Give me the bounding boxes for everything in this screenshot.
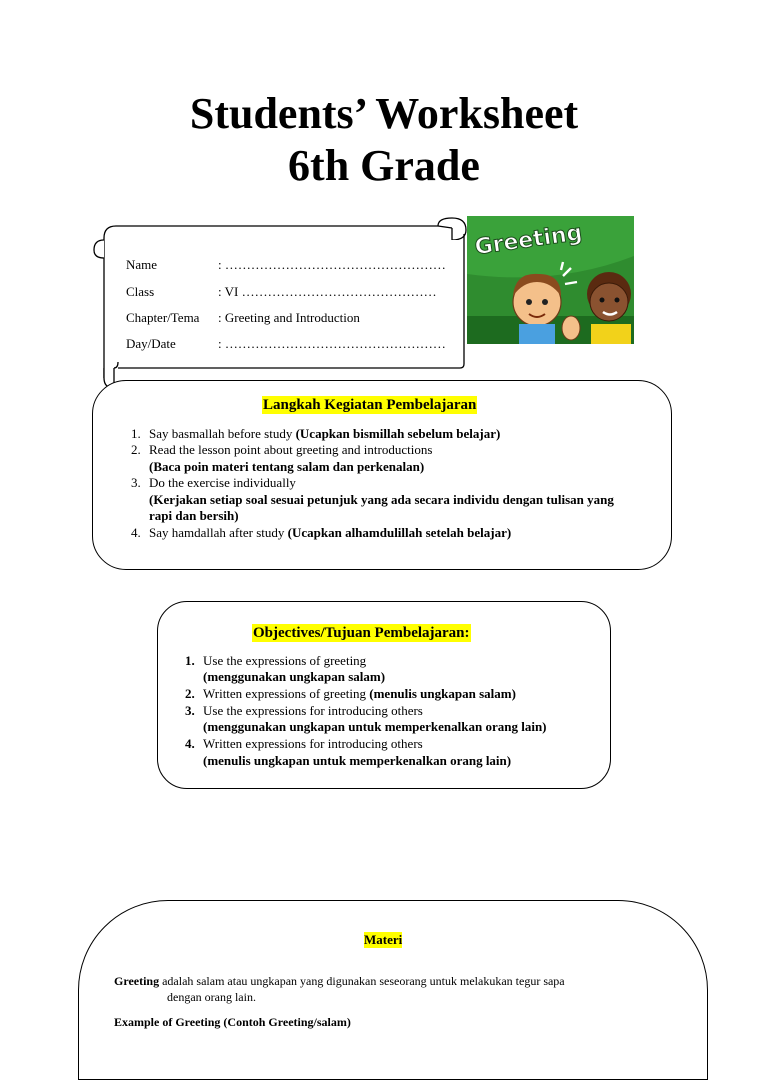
objective-item-3-translation: (menggunakan ungkapan untuk memperkenalkan orang lain): [203, 719, 547, 734]
info-label-date: Day/Date: [126, 336, 176, 351]
objective-number: 1.: [185, 653, 195, 668]
objective-item-1: Use the expressions of greeting: [203, 653, 367, 668]
objective-item-3: Use the expressions for introducing others: [203, 703, 423, 718]
objective-item-1-translation: (menggunakan ungkapan salam): [203, 669, 386, 684]
info-value-chapter: : Greeting and Introduction: [218, 310, 360, 325]
info-label-chapter: Chapter/Tema: [126, 310, 200, 325]
objective-item-4-translation: (menulis ungkapan untuk memperkenalkan orang lain): [203, 753, 512, 768]
info-value-date[interactable]: : ……………………………………………: [218, 336, 446, 351]
step-item-3: Do the exercise individually: [149, 475, 296, 490]
learning-steps-heading: Langkah Kegiatan Pembelajaran: [263, 397, 477, 413]
worksheet-title: Students’ Worksheet: [189, 89, 579, 138]
step-number: 4.: [131, 525, 141, 540]
objective-number: 2.: [185, 686, 195, 701]
info-value-name[interactable]: : ……………………………………………: [218, 257, 446, 272]
scroll-banner: [90, 214, 470, 390]
material-heading: Materi: [364, 932, 403, 947]
info-label-name: Name: [126, 257, 158, 272]
greeting-definition: Greeting adalah salam atau ungkapan yang digunakan seseorang untuk melakukan tegur sapa: [114, 974, 565, 988]
step-item-2-translation: (Baca poin materi tentang salam dan perkenalan): [149, 459, 425, 474]
info-label-class: Class: [126, 284, 155, 299]
objective-number: 4.: [185, 736, 195, 751]
greeting-illustration: [467, 216, 634, 344]
step-number: 2.: [131, 442, 141, 457]
step-item-3-translation: (Kerjakan setiap soal sesuai petunjuk yang ada secara individu dengan tulisan yang: [149, 492, 614, 507]
step-item-4: Say hamdallah after study (Ucapkan alhamdulillah setelah belajar): [149, 525, 512, 540]
step-item-2: Read the lesson point about greeting and introductions: [149, 442, 433, 457]
objective-item-2: Written expressions of greeting (menulis ungkapan salam): [203, 686, 516, 701]
objective-number: 3.: [185, 703, 195, 718]
step-item-3-translation-cont: rapi dan bersih): [149, 508, 239, 523]
example-greeting-heading: Example of Greeting (Contoh Greeting/salam): [114, 1015, 351, 1029]
step-number: 1.: [131, 426, 141, 441]
info-value-class[interactable]: : VI ………………………………………: [218, 284, 437, 299]
objective-item-4: Written expressions for introducing others: [203, 736, 423, 751]
objectives-heading: Objectives/Tujuan Pembelajaran:: [253, 625, 470, 641]
grade-title: 6th Grade: [288, 141, 480, 190]
greeting-definition-cont: dengan orang lain.: [167, 990, 256, 1004]
step-number: 3.: [131, 475, 141, 490]
step-item-1: Say basmallah before study (Ucapkan bismillah sebelum belajar): [149, 426, 501, 441]
greeting-logo-text: Greeting: [473, 220, 584, 261]
